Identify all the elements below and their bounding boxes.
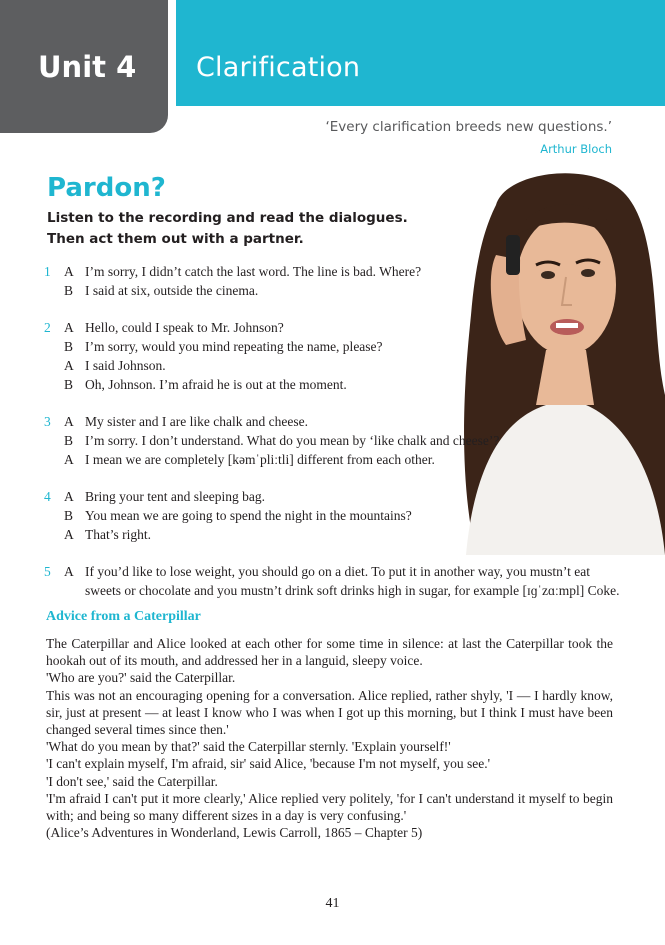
- dialogue-line: [44, 525, 624, 544]
- dialogue-number: 2: [44, 320, 51, 335]
- dialogue-line: [44, 450, 624, 469]
- line-text: Oh, Johnson. I’m afraid he is out at the moment.: [85, 377, 347, 392]
- dialogue-5: [44, 562, 624, 600]
- story-paragraph: 'I'm afraid I can't put it more clearly,' Alice replied very politely, 'for I can't understand it myself to begin with; and being so many different sizes in a day is very confusing.': [46, 790, 613, 824]
- dialogue-line: [44, 262, 624, 281]
- line-text: I’m sorry. I don’t understand. What do you mean by ‘like chalk and cheese’?: [85, 433, 500, 448]
- speaker: B: [64, 433, 74, 448]
- speaker: A: [64, 489, 74, 504]
- line-text: Bring your tent and sleeping bag.: [85, 489, 265, 504]
- speaker: A: [64, 320, 74, 335]
- dialogue-line: [44, 412, 624, 431]
- unit-box: [0, 0, 168, 133]
- story-paragraph: (Alice’s Adventures in Wonderland, Lewis Carroll, 1865 – Chapter 5): [46, 825, 423, 841]
- dialogue-2: [44, 318, 624, 394]
- dialogue-line: [44, 506, 624, 525]
- dialogue-line: [44, 356, 624, 375]
- page-number: 41: [325, 896, 340, 911]
- instructions: [47, 208, 408, 250]
- speaker: B: [64, 283, 74, 298]
- dialogue-number: 3: [44, 414, 51, 429]
- instruction-line: Then act them out with a partner.: [47, 231, 304, 247]
- line-text: I’m sorry, would you mind repeating the name, please?: [85, 339, 383, 354]
- dialogue-number: 5: [44, 564, 51, 579]
- speaker: A: [64, 358, 74, 373]
- speaker: A: [64, 414, 74, 429]
- story-text: [46, 635, 613, 841]
- speaker: A: [64, 452, 74, 467]
- epigraph-author: Arthur Bloch: [540, 142, 612, 156]
- speaker: A: [64, 527, 74, 542]
- story-paragraph: The Caterpillar and Alice looked at each other for some time in silence: at last the Caterpillar took the hookah out of its mouth, and addressed her in a languid, sleepy voice.: [46, 636, 613, 669]
- dialogues: [44, 262, 624, 618]
- section-title: Pardon?: [47, 173, 166, 203]
- title-bar: [176, 0, 665, 106]
- line-text: That’s right.: [85, 527, 151, 542]
- story-paragraph: This was not an encouraging opening for a conversation. Alice replied, rather shyly, 'I — I hardly know, sir, just at present — at least I know who I was when I got up this morning, but I think I must have been changed several times since then.': [46, 687, 613, 738]
- dialogue-line: [44, 337, 624, 356]
- line-text: My sister and I are like chalk and cheese.: [85, 414, 309, 429]
- dialogue-4: [44, 487, 624, 544]
- unit-label: Unit 4: [38, 50, 137, 84]
- dialogue-number: 4: [44, 489, 51, 504]
- speaker: B: [64, 377, 74, 392]
- instruction-line: Listen to the recording and read the dialogues.: [47, 210, 408, 226]
- dialogue-line: [44, 562, 624, 600]
- epigraph-quote: ‘Every clarification breeds new questions.’: [325, 119, 612, 135]
- dialogue-line: [44, 375, 624, 394]
- story-paragraph: 'Who are you?' said the Caterpillar.: [46, 670, 236, 686]
- unit-title: Clarification: [196, 52, 361, 83]
- line-text: I said at six, outside the cinema.: [85, 283, 259, 298]
- dialogue-line: [44, 318, 624, 337]
- speaker: B: [64, 508, 74, 523]
- story-paragraph: 'What do you mean by that?' said the Caterpillar sternly. 'Explain yourself!': [46, 739, 451, 755]
- advice-title: Advice from a Caterpillar: [46, 609, 201, 624]
- line-text: If you’d like to lose weight, you should go on a diet. To put it in another way, you mustn’t eat sweets or chocolate and you mustn’t drink soft drinks high in sugar, for example [ɪɡˈzɑːmpl] Coke.: [85, 564, 620, 598]
- line-text: Hello, could I speak to Mr. Johnson?: [85, 320, 284, 335]
- speaker: A: [64, 564, 74, 579]
- line-text: You mean we are going to spend the night in the mountains?: [85, 508, 412, 523]
- dialogue-line: [44, 487, 624, 506]
- dialogue-3: [44, 412, 624, 469]
- story-paragraph: 'I can't explain myself, I'm afraid, sir' said Alice, 'because I'm not myself, you see.': [46, 756, 491, 772]
- dialogue-1: [44, 262, 624, 300]
- dialogue-number: 1: [44, 264, 51, 279]
- line-text: I mean we are completely [kəmˈpliːtli] different from each other.: [85, 452, 435, 467]
- line-text: I said Johnson.: [85, 358, 166, 373]
- dialogue-line: [44, 431, 624, 450]
- line-text: I’m sorry, I didn’t catch the last word. The line is bad. Where?: [85, 264, 422, 279]
- story-paragraph: 'I don't see,' said the Caterpillar.: [46, 773, 218, 789]
- speaker: A: [64, 264, 74, 279]
- dialogue-line: [44, 281, 624, 300]
- speaker: B: [64, 339, 74, 354]
